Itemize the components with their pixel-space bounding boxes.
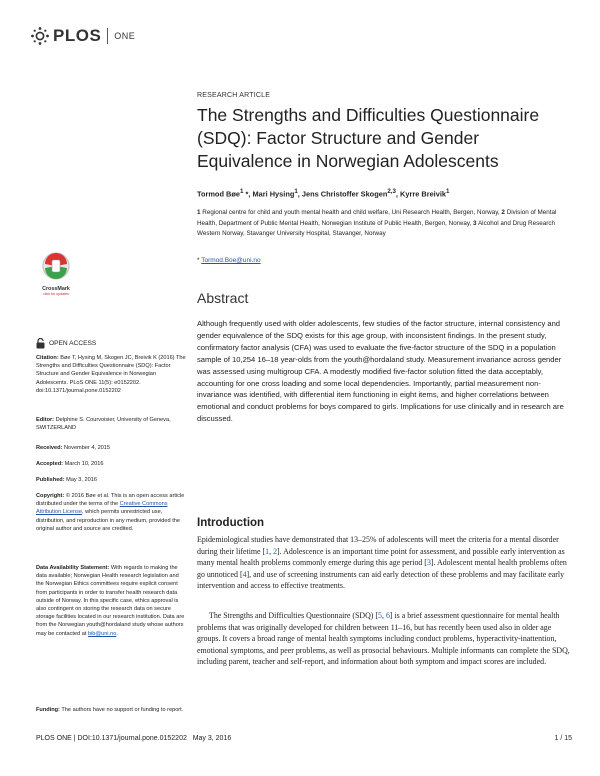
paragraph-text: , — [269, 546, 274, 556]
received-label: Received: — [36, 445, 63, 451]
affiliation-number: 3 — [473, 219, 477, 227]
author-name[interactable]: Jens Christoffer Skogen — [301, 189, 388, 199]
published-value: May 3, 2016 — [66, 477, 97, 483]
accepted-value: March 10, 2016 — [64, 461, 104, 467]
editor-label: Editor: — [36, 417, 55, 423]
data-availability-text: . — [116, 630, 118, 637]
open-access-badge — [36, 338, 96, 349]
data-availability-block — [36, 564, 186, 638]
copyright-text: , which permits unrestricted use, distribution, and reproduction in any medium, provided the original author and source are credited. — [36, 509, 180, 532]
paragraph-text: ], and use of screening instruments can aid early detection of these problems and may facilitate early intervention and access to effective treatments. — [197, 569, 565, 591]
editor-block — [36, 416, 186, 432]
plos-dots-icon — [30, 26, 50, 46]
funding-block — [36, 706, 186, 714]
reference-link[interactable]: 6 — [385, 611, 390, 620]
logo-divider — [107, 28, 108, 44]
plos-one-logo — [30, 26, 135, 46]
citation-text: Bøe T, Hysing M, Skogen JC, Breivik K (2016) The Strengths and Difficulties Questionnaire (SDQ): Factor Structure and Gender Equivalence in Norwegian Adolescents. PLoS ONE 11(5): e0152202. doi:10.1371/journal.pone.0152202 — [36, 355, 186, 394]
reference-link[interactable]: 4 — [242, 569, 247, 579]
author-separator: , — [297, 189, 302, 199]
reference-link[interactable]: 2 — [273, 546, 278, 556]
paragraph-text: ] is a brief assessment questionnaire for mental health problems that was originally developed for children between 11–16, but has recently been used also in older age groups. It covers a broad range of mental health symptoms including conduct problems, hyperactivity-inattention, emotional symptoms, and peer problems, as well as prosocial behaviours. Multiple informants can complete the SDQ, including parent, teacher and self-report, and information about both symptom and impact scores are included. — [197, 611, 570, 667]
crossmark-sublabel: click for updates — [43, 292, 69, 296]
crossmark-badge[interactable] — [36, 252, 76, 296]
affiliation-number: 2 — [501, 209, 505, 216]
email-mark: * — [197, 257, 200, 264]
published-label: Published: — [36, 477, 65, 483]
author-separator: , — [395, 189, 400, 199]
corresponding-email — [197, 257, 571, 264]
editor-text: Delphine S. Courvoisier, University of Geneva, SWITZERLAND — [36, 417, 171, 432]
data-availability-label: Data Availability Statement: — [36, 565, 110, 571]
funding-label: Funding: — [36, 707, 60, 713]
accepted-label: Accepted: — [36, 461, 64, 467]
affiliation-text: Division of Mental Health, Department of Public Mental Health, Norwegian Institute of Public Health, Bergen, Norway, — [197, 209, 557, 227]
article-title: The Strengths and Difficulties Questionnaire (SDQ): Factor Structure and Gender Equivalence in Norwegian Adolescents — [197, 105, 540, 171]
received-date — [36, 444, 186, 452]
introduction-paragraph — [197, 534, 571, 592]
journal-name: ONE — [114, 31, 136, 41]
page-footer — [36, 735, 572, 742]
author-list — [197, 188, 571, 198]
author-affiliation-mark: 2,3 — [387, 188, 396, 195]
open-access-label: OPEN ACCESS — [49, 340, 97, 347]
license-link[interactable]: Creative Commons Attribution License — [36, 501, 168, 516]
open-lock-icon — [36, 338, 45, 349]
abstract-heading: Abstract — [197, 290, 249, 306]
reference-link[interactable]: 5 — [378, 611, 382, 620]
paragraph-text: ]. Adolescence is an important time point for assessment, and possible early intervention as many mental health problems commonly emerge during this age period [ — [197, 546, 565, 568]
citation-block — [36, 354, 186, 395]
author-affiliation-mark: 1 — [239, 188, 244, 195]
abstract-text: Although frequently used with older adolescents, few studies of the factor structure, internal consistency and gender equivalence of the SDQ exists for this age group, with inconsistent findings. In the present study, confirmatory factor analysis (CFA) was used to evaluate the five-factor structure of the SDQ in a population sample of 10,254 16–18 year-olds from the youth@hordaland study. Measurement invariance across gender was assessed using multigroup CFA. A modestly modified five-factor solution fitted the data acceptably, accounting for one cross loading and some local dependencies. Importantly, partial measurement non-invariance was identified, with differential item functioning in eight items, and higher correlations between emotional and conduct problems for boys compared to girls. Implications for use clinically and in research are discussed. — [197, 319, 564, 424]
page-number: 1 / 15 — [554, 735, 572, 742]
paragraph-text: Epidemiological studies have demonstrated that 13–25% of adolescents will meet the criteria for a mental disorder during their lifetime [ — [197, 535, 559, 556]
paragraph-text: , — [381, 611, 386, 620]
introduction-paragraph — [197, 610, 571, 668]
funding-text: The authors have no support or funding to report. — [61, 707, 184, 713]
article-type: RESEARCH ARTICLE — [197, 92, 271, 99]
reference-link[interactable]: 3 — [426, 558, 431, 568]
author-affiliation-mark: 1 — [446, 188, 450, 195]
author-name[interactable]: Kyrre Breivik — [400, 189, 447, 199]
paragraph-text: The Strengths and Difficulties Questionnaire (SDQ) [ — [209, 611, 379, 620]
copyright-block — [36, 492, 186, 533]
crossmark-icon — [42, 252, 70, 280]
affiliation-text: Alcohol and Drug Research Western Norway, Stavanger University Hospital, Stavanger, Norway — [197, 219, 555, 237]
citation-label: Citation: — [36, 355, 59, 361]
author-name[interactable]: Tormod Bøe — [197, 189, 240, 199]
data-availability-text: With regards to making the data available; Norwegian Health research legislation and the Norwegian Ethics committees require explicit consent from participants in order to transfer health research data outside of Norway. In this specific case, ethics approval is also contingent on storing the research data on secure storage facilities located in our research institution. Data are from the Norwegian youth@hordaland study whose authors may be contacted at — [36, 565, 185, 637]
introduction-heading: Introduction — [197, 517, 265, 529]
email-link[interactable]: Tormod.Boe@uni.no — [201, 257, 261, 264]
corresponding-mark: * — [243, 189, 249, 199]
copyright-text: © 2016 Bøe et al. This is an open access article distributed under the terms of the — [36, 493, 185, 508]
received-value: November 4, 2015 — [64, 445, 111, 451]
logo-text: PLOS — [53, 26, 102, 45]
crossmark-label: CrossMark — [42, 286, 70, 292]
published-date — [36, 476, 186, 484]
copyright-label: Copyright: — [36, 493, 65, 499]
accepted-date — [36, 460, 186, 468]
footer-citation: PLOS ONE | DOI:10.1371/journal.pone.0152202 May 3, 2016 — [36, 735, 232, 742]
author-name[interactable]: Mari Hysing — [252, 189, 295, 199]
data-contact-link[interactable]: bib@uni.no — [87, 630, 117, 637]
affiliations — [197, 208, 571, 240]
reference-link[interactable]: 1 — [265, 546, 270, 556]
affiliation-number: 1 — [197, 209, 201, 216]
author-affiliation-mark: 1 — [294, 188, 298, 195]
author-separator: , — [248, 189, 253, 199]
paragraph-text: ]. Adolescent mental health problems often go unnoticed [ — [197, 558, 567, 579]
affiliation-text: Regional centre for child and youth mental health and child welfare, Uni Research Health, Bergen, Norway, — [202, 209, 500, 216]
